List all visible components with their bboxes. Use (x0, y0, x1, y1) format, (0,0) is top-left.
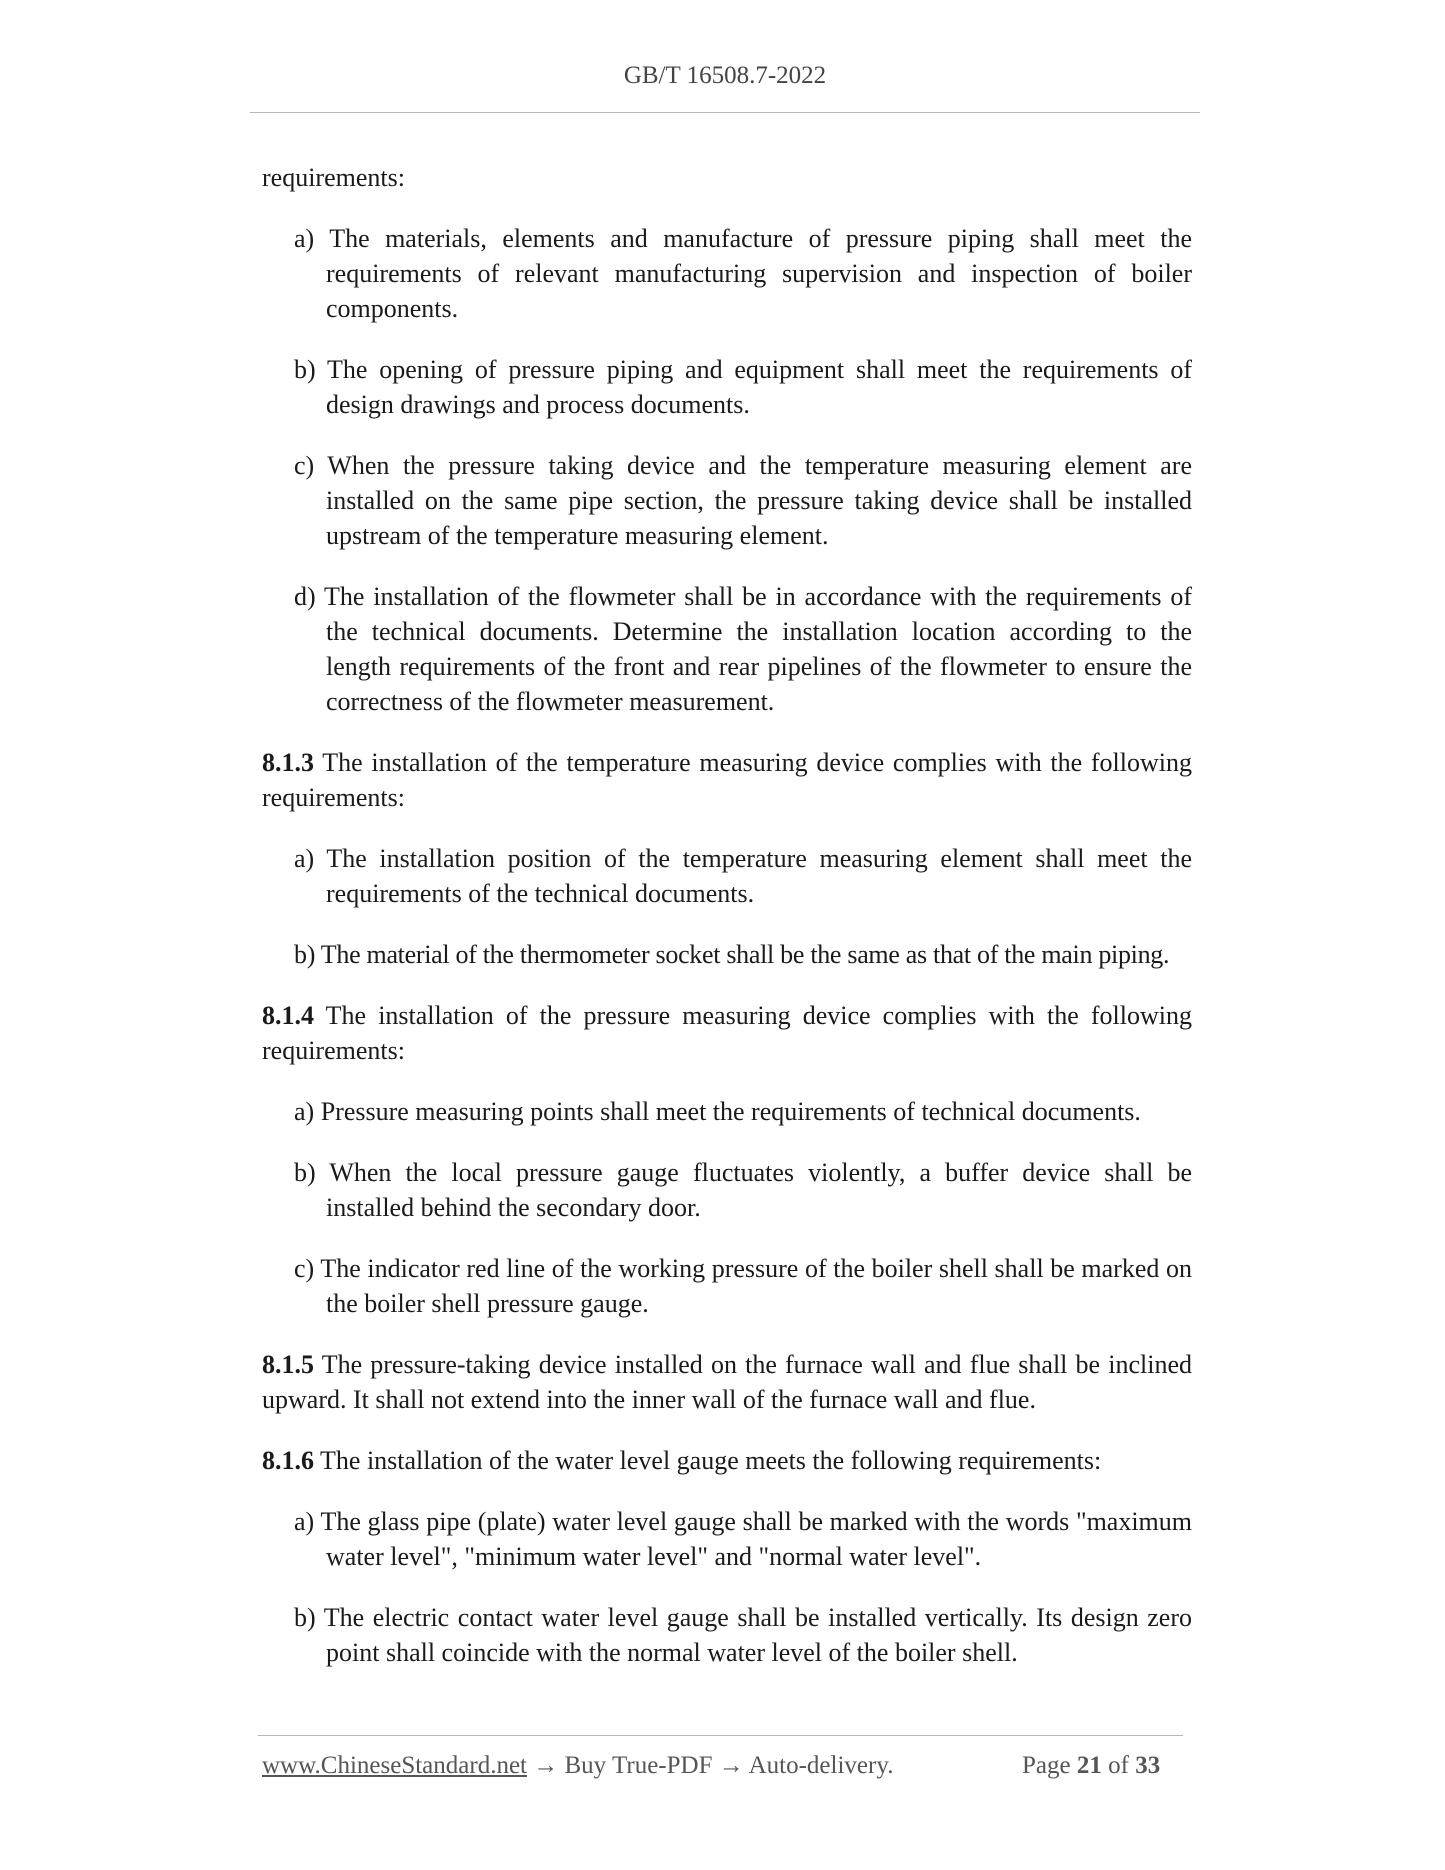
footer-promo (262, 1752, 893, 1780)
clause-number: 8.1.4 (262, 1001, 314, 1030)
list-item: d) The installation of the flowmeter shall be in accordance with the requirements of the technical documents. Determine the installation location according to the length requirements of the front and rear pipelines of the flowmeter to ensure the correctness of the flowmeter measurement. (294, 582, 1193, 716)
footer-divider (258, 1735, 1183, 1736)
list-item: b) The opening of pressure piping and equipment shall meet the requirements of design drawings and process documents. (294, 355, 1193, 419)
document-header (250, 62, 1200, 90)
list-item: c) The indicator red line of the working pressure of the boiler shell shall be marked on the boiler shell pressure gauge. (294, 1254, 1192, 1318)
clause-number: 8.1.5 (262, 1350, 314, 1379)
list-item: c) When the pressure taking device and the temperature measuring element are installed on the same pipe section, the pressure taking device shall be installed upstream of the temperature measuring element. (294, 451, 1192, 550)
clause-8-1-4: 8.1.4 The installation of the pressure measuring device complies with the following requirements: (262, 1001, 1192, 1065)
page-label: Page (1022, 1752, 1071, 1779)
clause-number: 8.1.3 (262, 748, 314, 777)
page-indicator (1022, 1752, 1160, 1780)
arrow-icon: → (533, 1752, 559, 1779)
list-item: b) The electric contact water level gauge shall be installed vertically. Its design zero point shall coincide with the normal water level of the boiler shell. (294, 1603, 1193, 1667)
standard-code: GB/T 16508.7-2022 (623, 62, 827, 89)
arrow-icon: → (718, 1752, 744, 1779)
clause-8-1-6: 8.1.6 The installation of the water level gauge meets the following requirements: (262, 1446, 1102, 1475)
list-item: a) The materials, elements and manufacture of pressure piping shall meet the requirements of relevant manufacturing supervision and inspection of boiler components. (294, 224, 1192, 323)
document-body (262, 160, 1192, 1696)
list-item: b) The material of the thermometer socket shall be the same as that of the main piping. (294, 940, 1170, 969)
of-label: of (1108, 1752, 1129, 1779)
intro-text: requirements: (262, 163, 405, 192)
list-item: a) The glass pipe (plate) water level gauge shall be marked with the words "maximum water level", "minimum water level" and "normal water level". (294, 1507, 1193, 1571)
list-item: a) The installation position of the temperature measuring element shall meet the requirements of the technical documents. (294, 844, 1193, 908)
clause-8-1-3: 8.1.3 The installation of the temperature measuring device complies with the following requirements: (262, 748, 1193, 812)
page-current: 21 (1076, 1752, 1102, 1779)
list-item: b) When the local pressure gauge fluctuates violently, a buffer device shall be installed behind the secondary door. (294, 1158, 1192, 1222)
page-total: 33 (1135, 1752, 1161, 1779)
clause-number: 8.1.6 (262, 1446, 314, 1475)
website-link[interactable]: www.ChineseStandard.net (262, 1752, 527, 1779)
delivery-text: Auto-delivery. (748, 1752, 894, 1779)
buy-pdf-text: Buy True-PDF (564, 1752, 713, 1779)
list-item: a) Pressure measuring points shall meet the requirements of technical documents. (294, 1097, 1141, 1126)
header-divider (250, 112, 1200, 113)
clause-8-1-5: 8.1.5 The pressure-taking device installed on the furnace wall and flue shall be inclined upward. It shall not extend into the inner wall of the furnace wall and flue. (262, 1350, 1192, 1414)
